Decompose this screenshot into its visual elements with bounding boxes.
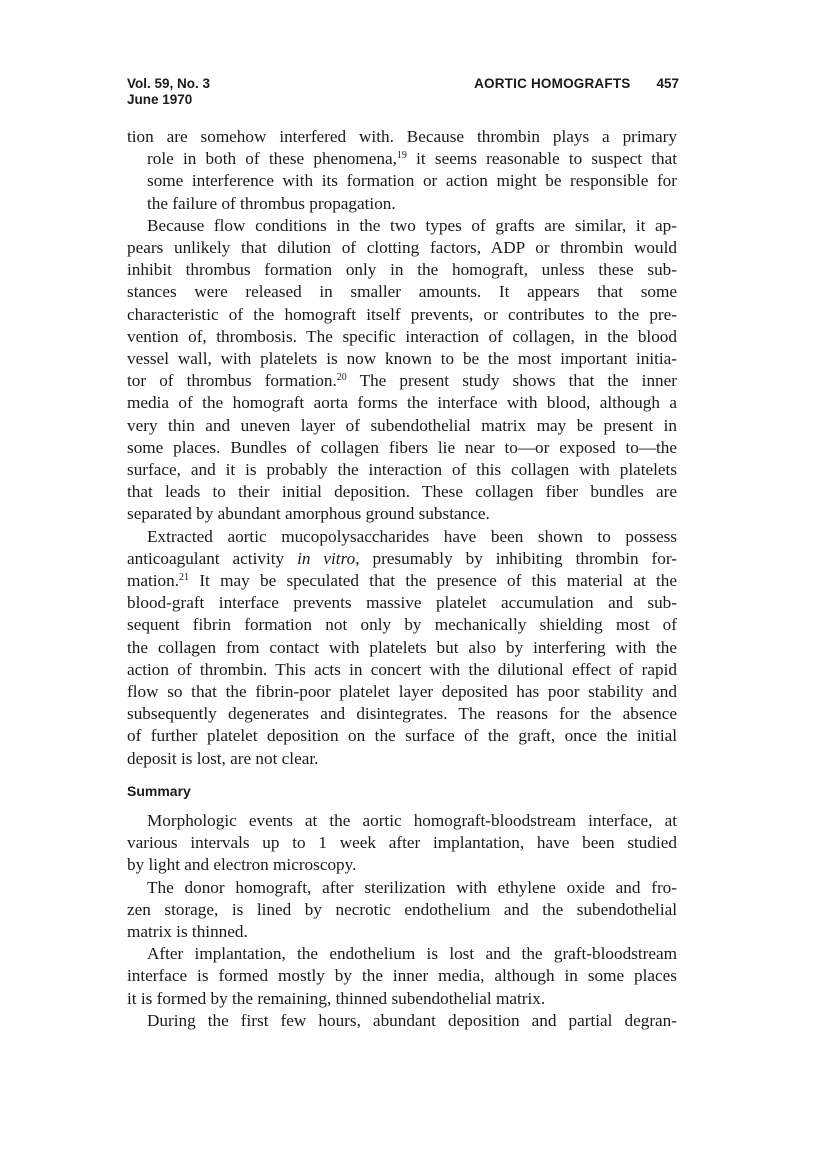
- text-line: During the first few hours, abundant deposition and partial degran-: [147, 1010, 677, 1030]
- header-right: [474, 76, 679, 92]
- text-line: characteristic of the homograft itself prevents, or contributes to the pre-: [127, 304, 677, 324]
- text-line: surface, and it is probably the interaction of this collagen with platelets: [127, 460, 677, 480]
- text-line: anticoagulant activity in vitro, presumably by inhibiting thrombin for-: [127, 548, 677, 568]
- text-line: blood-graft interface prevents massive platelet accumulation and sub-: [127, 593, 677, 613]
- reference-21: 21: [179, 572, 190, 584]
- text-line: sequent fibrin formation not only by mechanically shielding most of: [127, 615, 677, 635]
- paragraph-mucopolysaccharides: [127, 526, 677, 770]
- journal-info: [127, 76, 210, 108]
- reference-20: 20: [336, 372, 347, 384]
- text-line: interface is formed mostly by the inner media, although in some places: [127, 966, 677, 986]
- volume-issue: Vol. 59, No. 3: [127, 76, 211, 91]
- summary-paragraph-4: [127, 1010, 677, 1032]
- text-line: action of thrombin. This acts in concert with the dilutional effect of rapid: [127, 659, 677, 679]
- text-line: role in both of these phenomena,$^{19}$ it seems reasonable to suspect that: [147, 149, 677, 169]
- text-line: pears unlikely that dilution of clotting factors, ADP or thrombin would: [127, 238, 677, 258]
- page-number: 457: [656, 76, 679, 91]
- running-title: AORTIC HOMOGRAFTS: [474, 76, 631, 91]
- text-line: matrix is thinned.: [127, 921, 248, 941]
- text-line: deposit is lost, are not clear.: [127, 748, 319, 768]
- text-line: that leads to their initial deposition. These collagen fiber bundles are: [127, 482, 677, 502]
- text-line: subsequently degenerates and disintegrates. The reasons for the absence: [127, 704, 677, 724]
- text-line: vention of, thrombosis. The specific interaction of collagen, in the blood: [127, 326, 677, 346]
- text-line: vessel wall, with platelets is now known to be the most important initia-: [127, 349, 677, 369]
- paragraph-continuation: [127, 126, 677, 215]
- text-line: media of the homograft aorta forms the interface with blood, although a: [127, 393, 677, 413]
- summary-paragraph-3: [127, 943, 677, 1010]
- text-line: it is formed by the remaining, thinned subendothelial matrix.: [127, 988, 546, 1008]
- text-line: After implantation, the endothelium is lost and the graft-bloodstream: [147, 944, 677, 964]
- text-line: stances were released in smaller amounts. It appears that some: [127, 282, 677, 302]
- section-heading-summary: Summary: [127, 782, 191, 799]
- text-line: separated by abundant amorphous ground substance.: [127, 504, 490, 524]
- text-line: inhibit thrombus formation only in the homograft, unless these sub-: [127, 260, 677, 280]
- issue-date: June 1970: [127, 92, 193, 107]
- text-line: of further platelet deposition on the surface of the graft, once the initial: [127, 726, 677, 746]
- text-line: the collagen from contact with platelets but also by interfering with the: [127, 637, 677, 657]
- text-line: mation.$^{21}$ It may be speculated that the presence of this material at the: [127, 571, 677, 591]
- text-line: some places. Bundles of collagen fibers lie near to—or exposed to—the: [127, 437, 677, 457]
- text-line: The donor homograft, after sterilization with ethylene oxide and fro-: [147, 877, 677, 897]
- text-line: Because flow conditions in the two types of grafts are similar, it ap-: [147, 215, 677, 235]
- text-line: flow so that the fibrin-poor platelet layer deposited has poor stability and: [127, 682, 677, 702]
- text-line: tor of thrombus formation.$^{20}$ The present study shows that the inner: [127, 371, 677, 391]
- text-line: some interference with its formation or action might be responsible for: [147, 171, 677, 191]
- text-line: tion are somehow interfered with. Because thrombin plays a primary: [127, 127, 677, 146]
- text-line: by light and electron microscopy.: [127, 855, 357, 875]
- text-line: various intervals up to 1 week after implantation, have been studied: [127, 833, 677, 853]
- text-line: Extracted aortic mucopolysaccharides have been shown to possess: [147, 526, 677, 546]
- text-line: very thin and uneven layer of subendothelial matrix may be present in: [127, 415, 677, 435]
- reference-19: 19: [396, 150, 407, 162]
- italic-term: in vitro: [297, 548, 356, 568]
- text-line: Morphologic events at the aortic homograft-bloodstream interface, at: [147, 810, 677, 830]
- text-line: the failure of thrombus propagation.: [147, 193, 396, 213]
- paragraph-flow-conditions: [127, 215, 677, 526]
- article-body: [127, 126, 677, 1032]
- summary-paragraph-2: [127, 877, 677, 944]
- text-line: zen storage, is lined by necrotic endothelium and the subendothelial: [127, 899, 677, 919]
- summary-paragraph-1: [127, 810, 677, 877]
